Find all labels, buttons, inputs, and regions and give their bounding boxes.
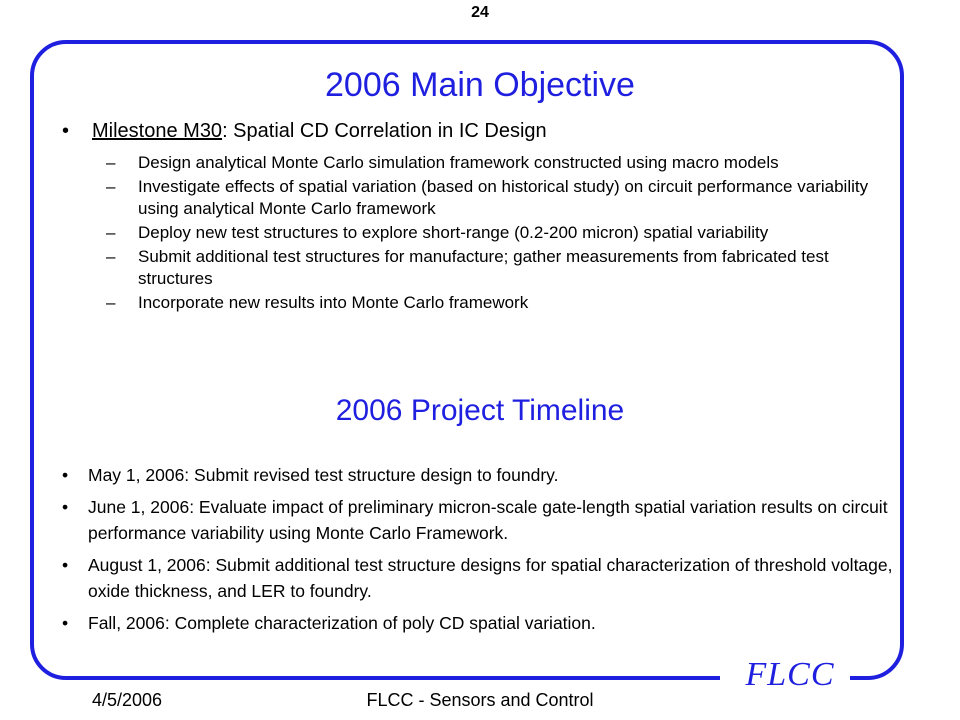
section-subtitle: 2006 Project Timeline — [335, 394, 625, 427]
bullet-icon: • — [62, 120, 70, 142]
timeline-item — [62, 610, 904, 636]
sub-item-text: Design analytical Monte Carlo simulation framework constructed using macro models — [138, 153, 779, 172]
milestone-text: : Spatial CD Correlation in IC Design — [222, 120, 547, 142]
sub-item-text: Incorporate new results into Monte Carlo framework — [138, 293, 529, 312]
flcc-logo: FLCC — [745, 656, 835, 693]
footer-date: 4/5/2006 — [92, 690, 163, 710]
bullet-icon: • — [62, 465, 69, 485]
timeline-item-text: August 1, 2006: Submit additional test structure designs for spatial characterization of threshold voltage, oxide thickness, and LER to foundry. — [88, 555, 893, 601]
dash-icon: – — [106, 293, 116, 312]
sub-item — [106, 152, 876, 174]
timeline-item — [62, 494, 904, 546]
footer-center-text: FLCC - Sensors and Control — [366, 690, 594, 710]
dash-icon: – — [106, 223, 116, 242]
milestone-sub-list — [106, 152, 876, 316]
milestone-heading — [92, 120, 547, 143]
sub-item-text: Investigate effects of spatial variation (based on historical study) on circuit performance variability using analytical Monte Carlo framework — [138, 177, 869, 218]
sub-item-text: Submit additional test structures for manufacture; gather measurements from fabricated test structures — [138, 247, 829, 288]
sub-item — [106, 246, 876, 290]
timeline-item — [62, 552, 904, 604]
bullet-icon: • — [62, 613, 69, 633]
slide-title: 2006 Main Objective — [325, 66, 635, 104]
dash-icon: – — [106, 247, 116, 266]
timeline-item-text: Fall, 2006: Complete characterization of poly CD spatial variation. — [88, 613, 596, 633]
sub-item — [106, 222, 876, 244]
timeline-list — [62, 462, 904, 642]
timeline-item-text: May 1, 2006: Submit revised test structure design to foundry. — [88, 465, 559, 485]
timeline-item — [62, 462, 904, 488]
timeline-item-text: June 1, 2006: Evaluate impact of preliminary micron-scale gate-length spatial variation results on circuit performance variability using Monte Carlo Framework. — [88, 497, 888, 543]
bullet-icon: • — [62, 555, 69, 575]
dash-icon: – — [106, 177, 116, 196]
bullet-icon: • — [62, 497, 69, 517]
sub-item — [106, 176, 876, 220]
milestone-label: Milestone M30 — [92, 120, 223, 142]
sub-item — [106, 292, 876, 314]
page-number: 24 — [471, 4, 489, 21]
sub-item-text: Deploy new test structures to explore short-range (0.2-200 micron) spatial variability — [138, 223, 769, 242]
dash-icon: – — [106, 153, 116, 172]
